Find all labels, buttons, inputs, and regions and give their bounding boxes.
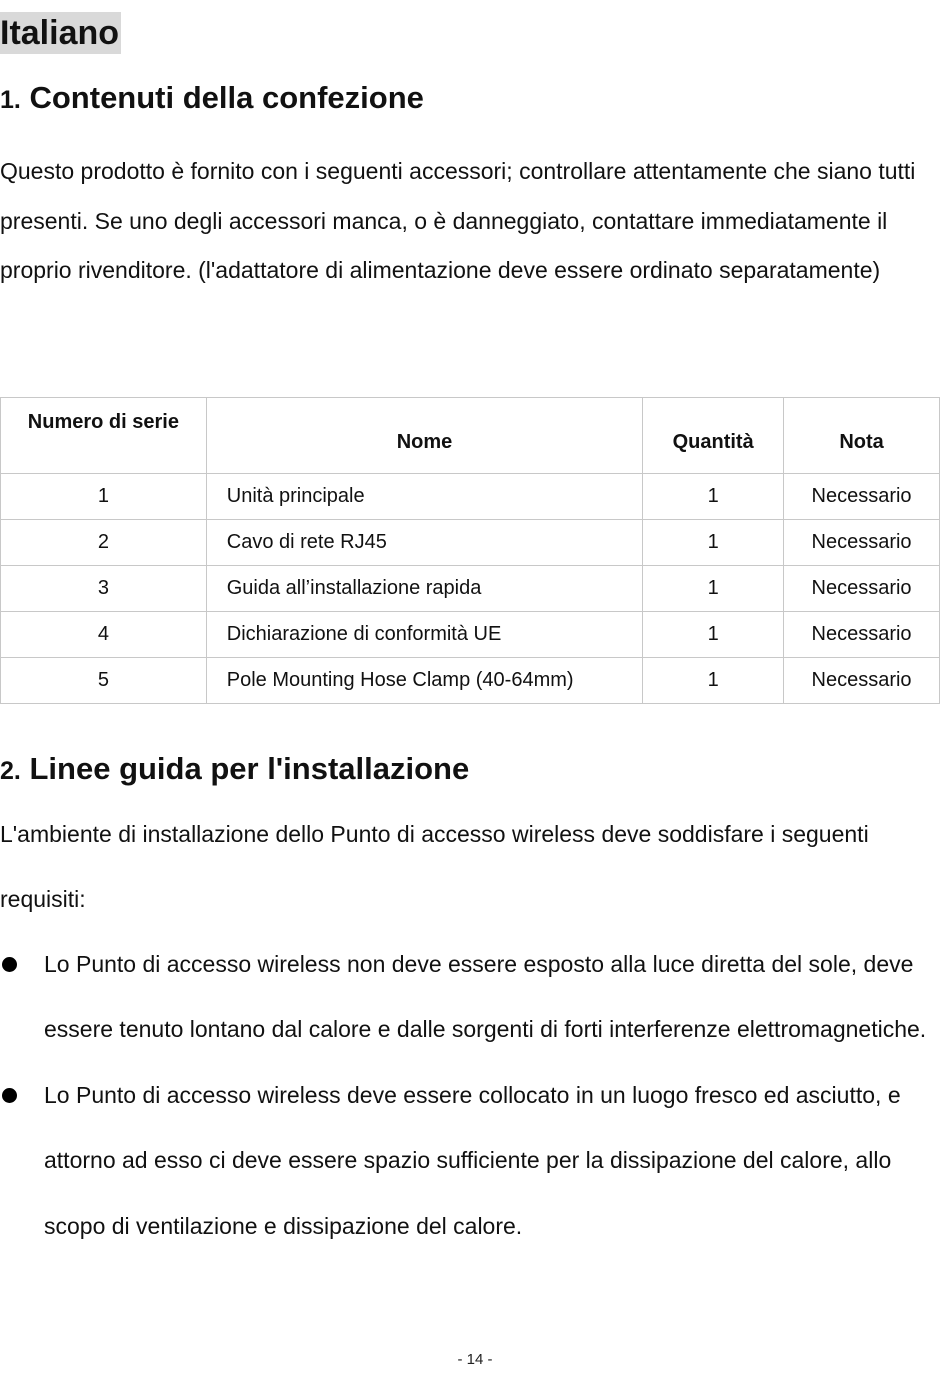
header-note: Nota (784, 398, 940, 474)
section-1-title: Contenuti della confezione (29, 80, 424, 115)
cell-serial-number: 1 (1, 474, 207, 520)
table-header-row (1, 398, 940, 474)
page-number: - 14 - (457, 1351, 493, 1368)
bullet-dot-icon (2, 957, 17, 972)
cell-name: Unità principale (206, 474, 642, 520)
requirements-list (0, 932, 945, 1259)
table-row (1, 612, 940, 658)
cell-quantity: 1 (643, 658, 784, 704)
cell-quantity: 1 (643, 520, 784, 566)
list-item-text: Lo Punto di accesso wireless non deve essere esposto alla luce diretta del sole, deve essere tenuto lontano dal calore e dalle sorgenti di forti interferenze elettromagnetiche. (44, 951, 927, 1043)
cell-quantity: 1 (643, 566, 784, 612)
cell-quantity: 1 (643, 474, 784, 520)
cell-serial-number: 2 (1, 520, 207, 566)
section-2-heading (0, 749, 469, 791)
cell-serial-number: 3 (1, 566, 207, 612)
cell-quantity: 1 (643, 612, 784, 658)
language-title: Italiano (0, 14, 120, 52)
header-quantity: Quantità (643, 398, 784, 474)
cell-note: Necessario (784, 612, 940, 658)
section-2-number: 2. (0, 757, 21, 785)
cell-note: Necessario (784, 658, 940, 704)
cell-serial-number: 5 (1, 658, 207, 704)
cell-note: Necessario (784, 520, 940, 566)
cell-note: Necessario (784, 474, 940, 520)
list-item (0, 932, 945, 1063)
cell-name: Dichiarazione di conformità UE (206, 612, 642, 658)
table-row (1, 566, 940, 612)
section-1-number: 1. (0, 86, 21, 114)
cell-note: Necessario (784, 566, 940, 612)
section-2-intro: L'ambiente di installazione dello Punto di accesso wireless deve soddisfare i seguenti requisiti: (0, 821, 869, 912)
section-1-intro: Questo prodotto è fornito con i seguenti accessori; controllare attentamente che siano tutti presenti. Se uno degli accessori manca, o è danneggiato, contattare immediatamente il proprio rivenditore. (l'adattatore di alimentazione deve essere ordinato separatamente) (0, 158, 916, 283)
table-row (1, 474, 940, 520)
table-row (1, 520, 940, 566)
package-contents-table (0, 397, 940, 704)
section-1-heading (0, 78, 424, 120)
cell-name: Guida all’installazione rapida (206, 566, 642, 612)
cell-serial-number: 4 (1, 612, 207, 658)
bullet-dot-icon (2, 1088, 17, 1103)
header-name: Nome (206, 398, 642, 474)
cell-name: Cavo di rete RJ45 (206, 520, 642, 566)
table-row (1, 658, 940, 704)
list-item-text: Lo Punto di accesso wireless deve essere collocato in un luogo fresco ed asciutto, e attorno ad esso ci deve essere spazio sufficiente per la dissipazione del calore, allo scopo di ventilazione e dissipazione del calore. (44, 1081, 901, 1239)
list-item (0, 1063, 945, 1259)
section-2-title: Linee guida per l'installazione (29, 751, 470, 786)
cell-name: Pole Mounting Hose Clamp (40-64mm) (206, 658, 642, 704)
header-serial-number: Numero di serie (1, 398, 207, 474)
